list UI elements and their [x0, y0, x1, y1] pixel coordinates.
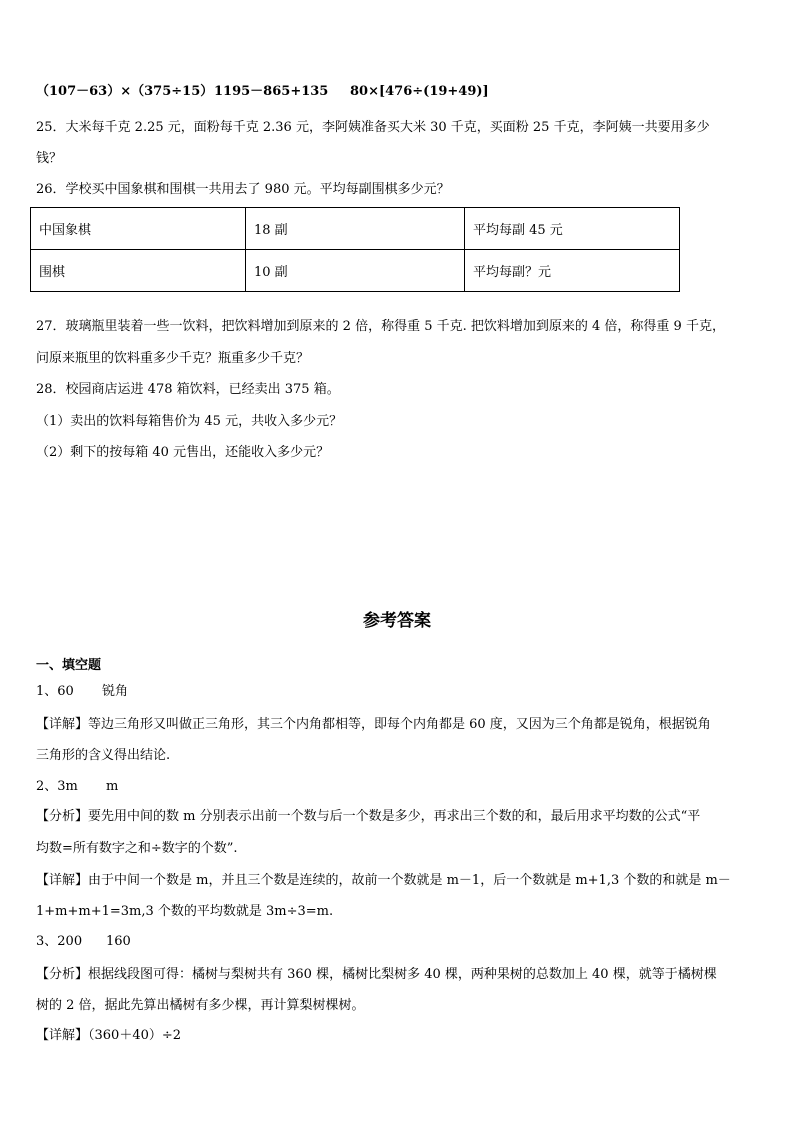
table-row	[31, 250, 680, 292]
answer-2-number: 2、3m	[36, 779, 78, 794]
answer-2-detail-1: 【详解】由于中间一个数是 m，并且三个数是连续的，故前一个数就是 m－1，后一个数就是 m+1,3 个数的和就是 m－	[36, 873, 731, 888]
q26-table	[30, 207, 680, 292]
table-cell: 平均每副 45 元	[465, 208, 680, 250]
q26-question: 26．学校买中国象棋和围棋一共用去了 980 元。平均每副围棋多少元？	[36, 182, 450, 197]
answer-3-analysis-2: 树的 2 倍，据此先算出橘树有多少棵，再计算梨树棵树。	[36, 998, 365, 1013]
answer-3	[36, 934, 131, 950]
answer-3-analysis-1: 【分析】根据线段图可得：橘树与梨树共有 360 棵，橘树比梨树多 40 棵，两种果树的总数加上 40 棵，就等于橘树棵	[36, 967, 717, 982]
answer-2	[36, 779, 118, 795]
q24-expressions	[36, 84, 489, 100]
table-cell: 10 副	[246, 250, 465, 292]
q28-sub-2: （2）剩下的按每箱 40 元售出，还能收入多少元？	[36, 445, 330, 460]
q28-sub-1: （1）卖出的饮料每箱售价为 45 元，共收入多少元？	[36, 414, 343, 429]
answer-1-number: 1、60	[36, 684, 74, 699]
section-heading: 一、填空题	[36, 658, 102, 673]
q28-question: 28．校园商店运进 478 箱饮料，已经卖出 375 箱。	[36, 382, 340, 397]
answer-1-detail-1: 【详解】等边三角形又叫做正三角形，其三个内角都相等，即每个内角都是 60 度，又因为三个角都是锐角，根据锐角	[36, 717, 711, 732]
answer-2-value: m	[106, 779, 119, 794]
q25-line-1: 25．大米每千克 2.25 元，面粉每千克 2.36 元，李阿姨准备买大米 30 千克，买面粉 25 千克，李阿姨一共要用多少	[36, 120, 710, 135]
q24-expr-1: （107－63）×（375÷15）	[36, 84, 214, 99]
q24-expr-3: 80×[476÷(19+49)]	[350, 84, 489, 99]
q27-line-1: 27．玻璃瓶里装着一些一饮料，把饮料增加到原来的 2 倍，称得重 5 千克. 把饮料增加到原来的 4 倍，称得重 9 千克，	[36, 319, 725, 334]
answer-1-value: 锐角	[102, 684, 129, 699]
q25-line-2: 钱？	[36, 151, 63, 166]
answer-3-value: 160	[106, 934, 131, 949]
table-cell: 平均每副？元	[465, 250, 680, 292]
q24-expr-2: 1195－865+135	[214, 84, 329, 99]
answer-3-detail-1: 【详解】（360＋40）÷2	[36, 1028, 182, 1043]
table-cell: 围棋	[31, 250, 246, 292]
answer-3-number: 3、200	[36, 934, 83, 949]
answers-title: 参考答案	[363, 611, 431, 631]
table-cell: 中国象棋	[31, 208, 246, 250]
answer-2-analysis-1: 【分析】要先用中间的数 m 分别表示出前一个数与后一个数是多少，再求出三个数的和，最后用求平均数的公式“平	[36, 809, 701, 824]
answer-2-analysis-2: 均数=所有数字之和÷数字的个数”.	[36, 841, 238, 856]
answer-2-detail-2: 1+m+m+1=3m,3 个数的平均数就是 3m÷3=m.	[36, 904, 334, 919]
table-row	[31, 208, 680, 250]
q27-line-2: 问原来瓶里的饮料重多少千克？瓶重多少千克？	[36, 351, 310, 366]
answer-1	[36, 684, 128, 700]
table-cell: 18 副	[246, 208, 465, 250]
answer-1-detail-2: 三角形的含义得出结论.	[36, 748, 171, 763]
